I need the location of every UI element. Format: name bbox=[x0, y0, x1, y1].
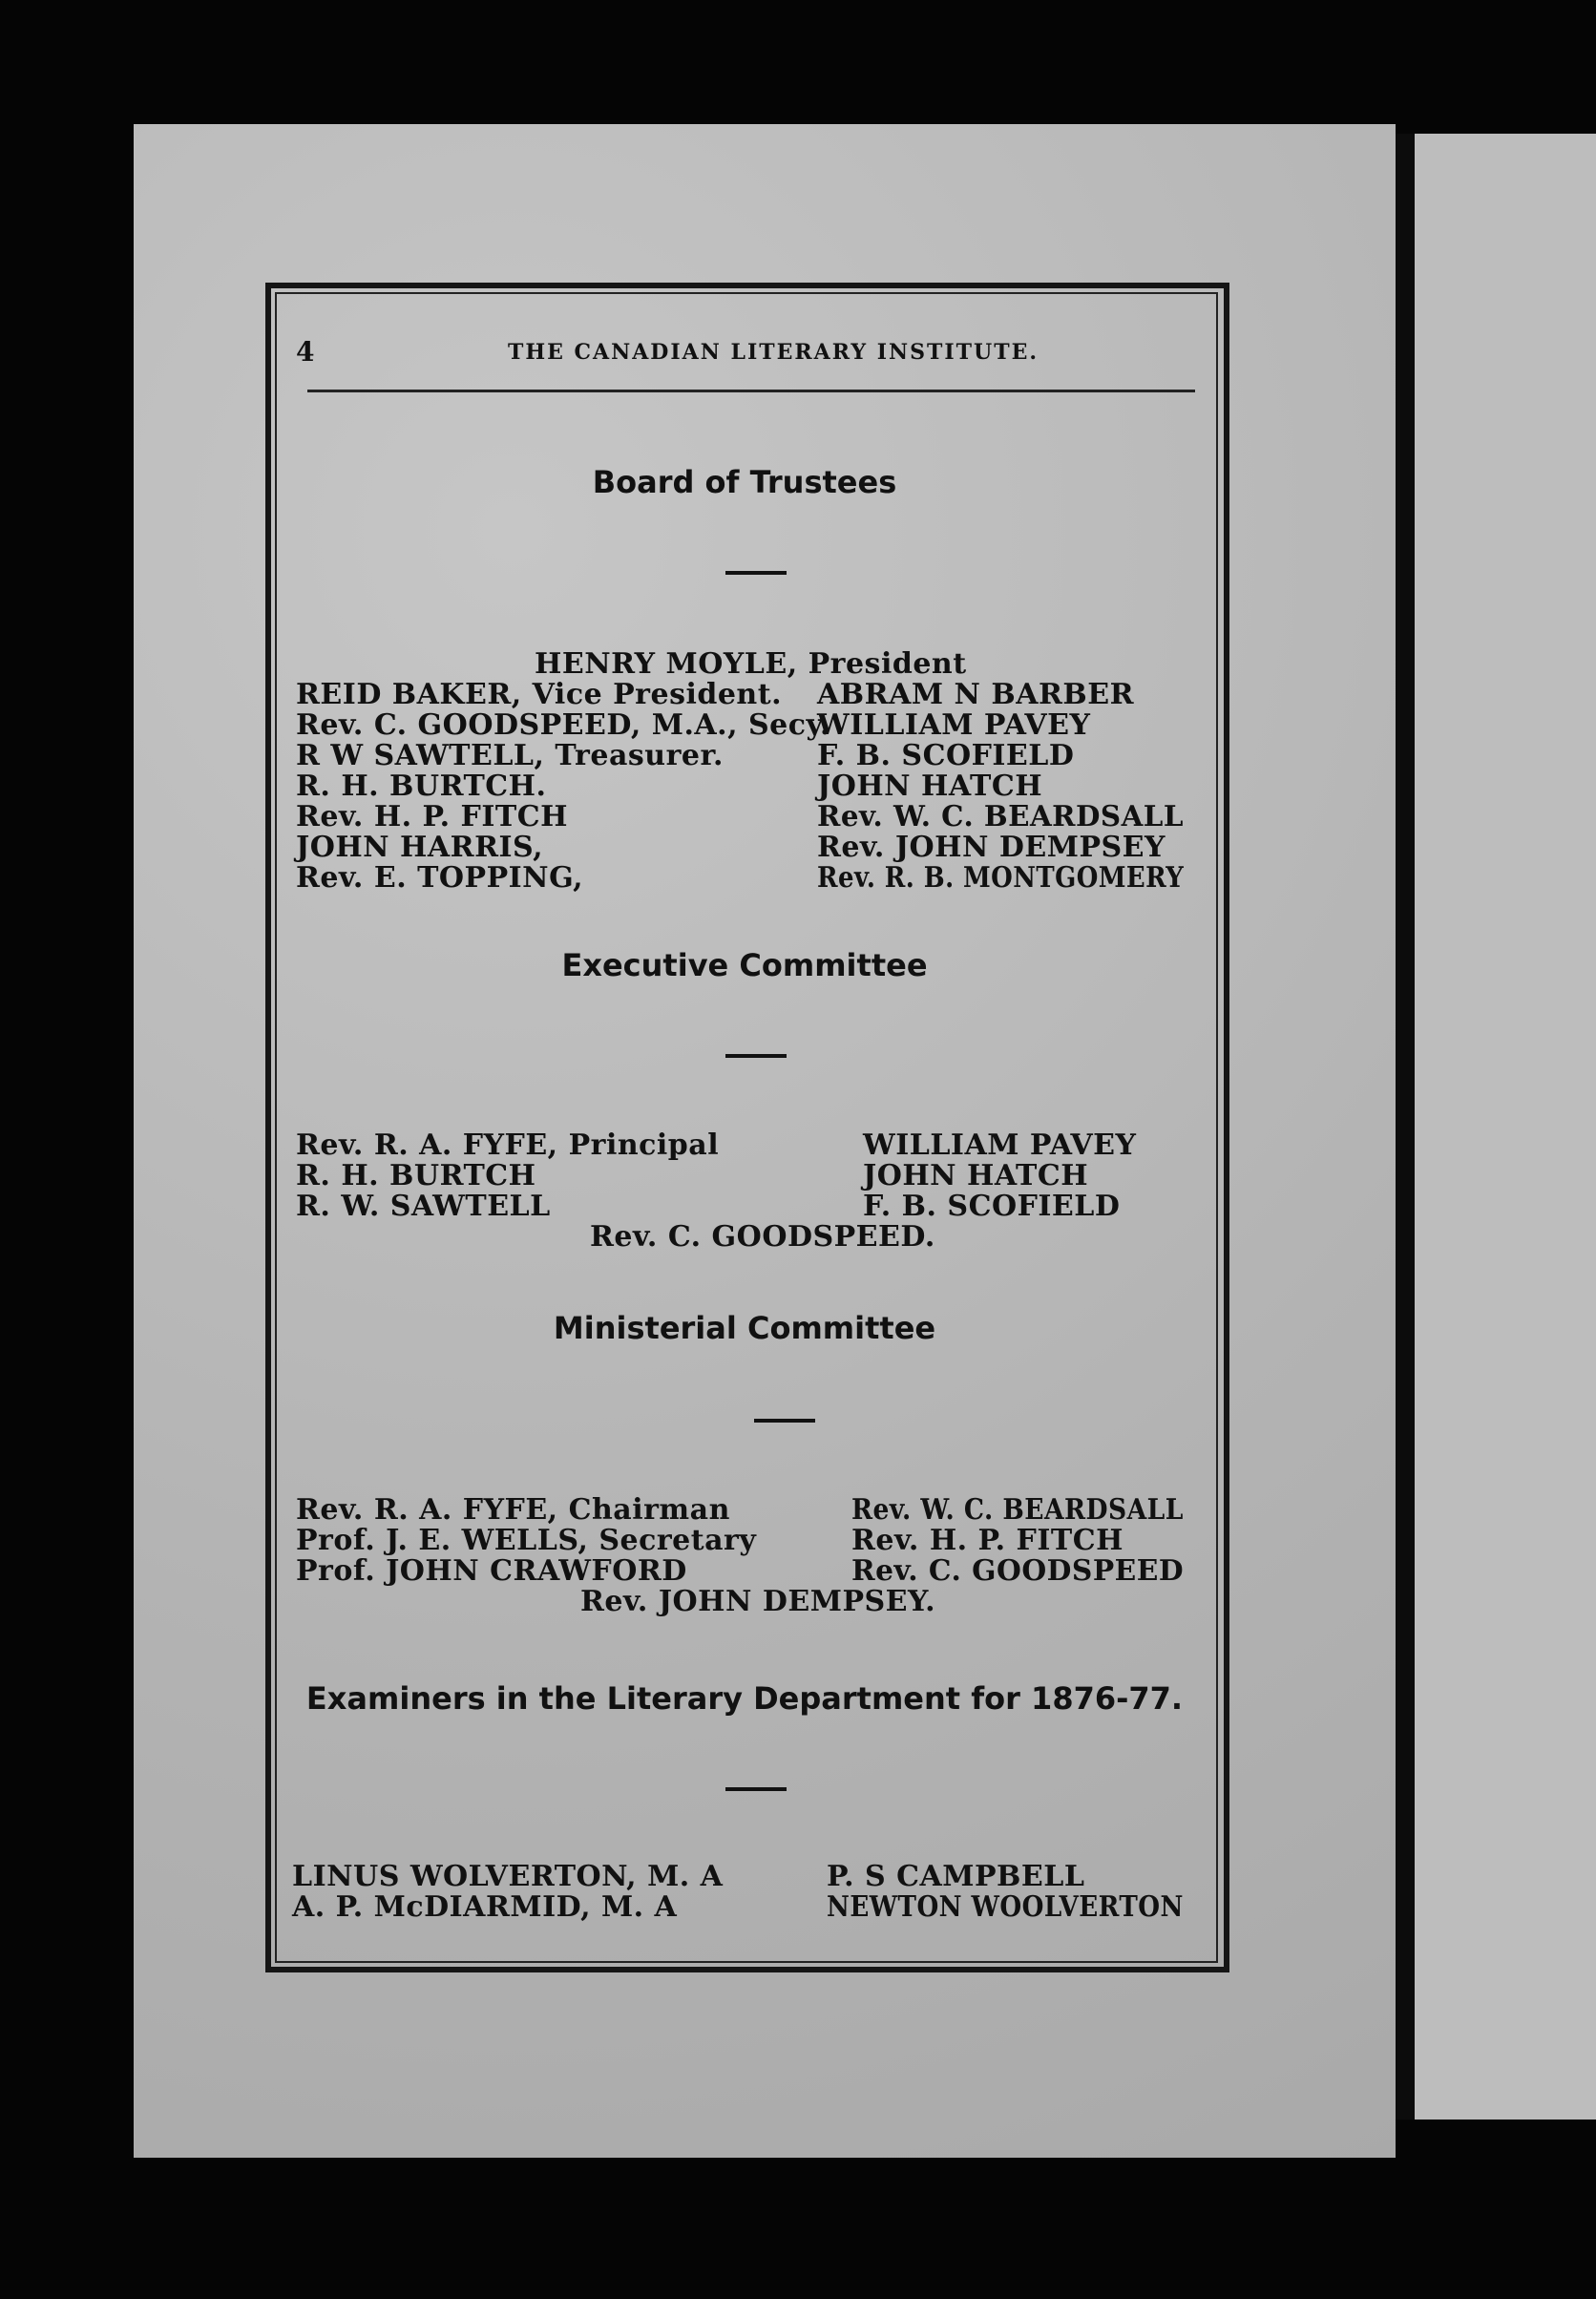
trustee-left: R W SAWTELL, Treasurer. bbox=[296, 739, 724, 772]
ministerial-left: Rev. R. A. FYFE, Chairman bbox=[296, 1493, 730, 1527]
trustees-title: Board of Trustees bbox=[592, 464, 897, 500]
examiner-right: P. S CAMPBELL bbox=[827, 1860, 1085, 1893]
trustees-president: HENRY MOYLE, President bbox=[535, 647, 967, 681]
trustee-left: Rev. E. TOPPING, bbox=[296, 861, 584, 895]
trustee-left: REID BAKER, Vice President. bbox=[296, 678, 783, 711]
ministerial-left: Prof. JOHN CRAWFORD bbox=[296, 1554, 687, 1588]
page-content bbox=[286, 306, 1203, 1948]
adjacent-page-edge bbox=[1415, 134, 1596, 2120]
trustee-right: WILLIAM PAVEY bbox=[817, 708, 1091, 742]
running-title: THE CANADIAN LITERARY INSTITUTE. bbox=[507, 340, 1040, 365]
examiners-title: Examiners in the Literary Department for 1876-77. bbox=[305, 1680, 1184, 1717]
ministerial-center: Rev. JOHN DEMPSEY. bbox=[580, 1585, 936, 1618]
executive-left: R. H. BURTCH bbox=[296, 1159, 536, 1192]
executive-right: WILLIAM PAVEY bbox=[863, 1128, 1137, 1162]
executive-divider bbox=[725, 1054, 787, 1058]
ministerial-left: Prof. J. E. WELLS, Secretary bbox=[296, 1524, 757, 1557]
trustee-left: JOHN HARRIS, bbox=[296, 831, 544, 864]
trustee-right: JOHN HATCH bbox=[817, 770, 1043, 803]
executive-left: Rev. R. A. FYFE, Principal bbox=[296, 1128, 720, 1162]
examiner-right: NEWTON WOOLVERTON bbox=[827, 1890, 1184, 1924]
trustee-left: R. H. BURTCH. bbox=[296, 770, 547, 803]
trustee-right: F. B. SCOFIELD bbox=[817, 739, 1075, 772]
trustee-right: Rev. R. B. MONTGOMERY bbox=[817, 861, 1185, 895]
examiners-divider bbox=[725, 1787, 787, 1791]
ministerial-right: Rev. C. GOODSPEED bbox=[851, 1554, 1185, 1588]
executive-right: F. B. SCOFIELD bbox=[863, 1190, 1121, 1223]
trustee-right: Rev. JOHN DEMPSEY bbox=[817, 831, 1166, 864]
executive-center: Rev. C. GOODSPEED. bbox=[590, 1220, 935, 1254]
trustee-left: Rev. C. GOODSPEED, M.A., Secy. bbox=[296, 708, 830, 742]
trustee-right: ABRAM N BARBER bbox=[817, 678, 1135, 711]
trustees-divider bbox=[725, 571, 787, 575]
page-header bbox=[286, 319, 1203, 368]
trustee-left: Rev. H. P. FITCH bbox=[296, 800, 568, 833]
executive-left: R. W. SAWTELL bbox=[296, 1190, 551, 1223]
ministerial-divider bbox=[754, 1419, 815, 1423]
executive-title: Executive Committee bbox=[561, 947, 928, 983]
executive-right: JOHN HATCH bbox=[863, 1159, 1089, 1192]
page-number: 4 bbox=[296, 336, 315, 368]
examiner-left: LINUS WOLVERTON, M. A bbox=[292, 1860, 724, 1893]
ministerial-right: Rev. W. C. BEARDSALL bbox=[851, 1493, 1184, 1527]
ministerial-right: Rev. H. P. FITCH bbox=[851, 1524, 1124, 1557]
trustee-right: Rev. W. C. BEARDSALL bbox=[817, 800, 1185, 833]
book-gutter bbox=[1396, 134, 1417, 2120]
examiner-left: A. P. McDIARMID, M. A bbox=[292, 1890, 678, 1924]
header-rule bbox=[307, 390, 1195, 392]
ministerial-title: Ministerial Committee bbox=[553, 1310, 936, 1346]
